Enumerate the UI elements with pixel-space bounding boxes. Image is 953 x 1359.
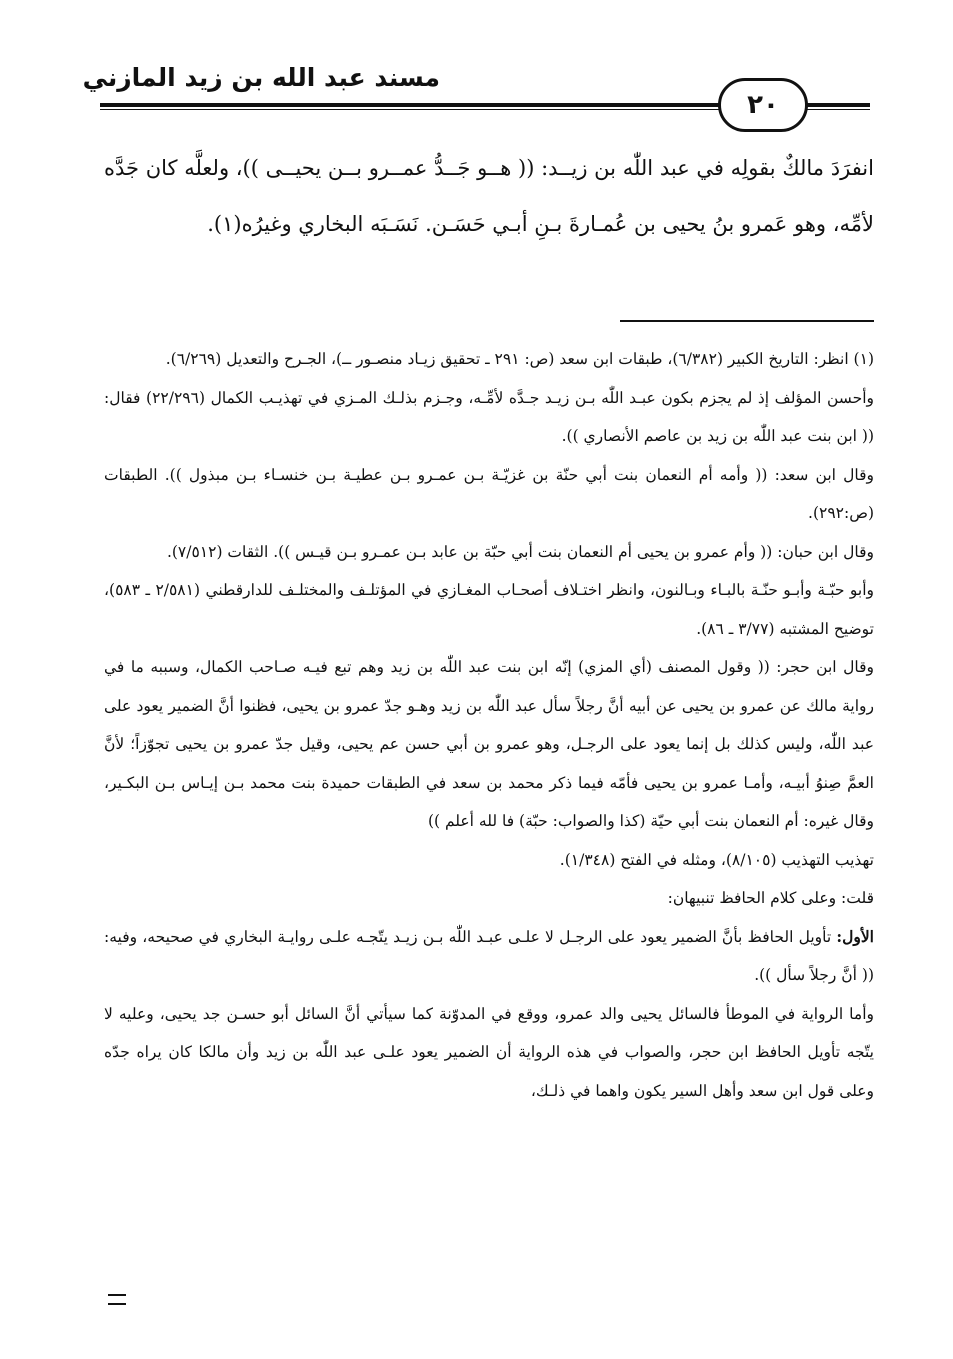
footnote-paragraph: وأبو حبّـة وأبـو حنّـة بالبـاء وبـالنون، وانظر اختـلاف أصحـاب المغـازي في المؤتلـف والمختلـف للدارقطني (٢/٥٨١ ـ ٥٨٣)، توضيح المشتبه (٣/٧٧ ـ ٨٦).	[104, 581, 874, 638]
first-note-label: الأول:	[836, 926, 874, 946]
page-number-badge: ٢٠	[718, 78, 808, 132]
header-rule-right	[800, 103, 870, 110]
footnote-1: (١) انظر: التاريخ الكبير (٦/٣٨٢)، طبقات ابن سعد (ص: ٢٩١ ـ تحقيق زيـاد منصـور ــ)، الجـرح والتعديل (٦/٢٦٩).	[165, 350, 874, 368]
footnote-paragraph: تهذيب التهذيب (٨/١٠٥)، ومثله في الفتح (١/٣٤٨).	[559, 850, 874, 869]
footnote-paragraph: قلت: وعلى كلام الحافظ تنبيهان:	[667, 889, 874, 907]
footnote-separator	[620, 320, 874, 322]
footnotes	[104, 340, 874, 1110]
first-note-text: تأويل الحافظ بأنَّ الضمير يعود على الرجـل لا علـى عبـد اللّٰه بـن زيـد يتّجـه علـى روايـة البخاري في صحيحه، وفيه: (( أنَّ رجلاً سأل )).	[104, 927, 874, 984]
main-paragraph: انفرَدَ مالكٌ بقولِه في عبد اللّٰه بن زيــد: (( هــو جَــدُّ عمــرو بــن يحيــى ))، ولعلَّه كان جَدَّه لأمِّه، وهو عَمرو بنُ يحيى بن عُمـارةَ بـنِ أبـي حَسَـن. نَسَـبَه البخاري وغيرُه(١).	[104, 156, 874, 236]
footnote-paragraph: وأما الرواية في الموطأ فالسائل يحيى والد عمرو، ووقع في المدوّنة كما سيأتي أنَّ السائل أبو حسـن جد يحيى، وعليه لا يتّجه تأويل الحافظ ابن حجر، والصواب في هذه الرواية أن الضمير يعود علـى عبد اللّٰه بن زيد وأن مالكا كان يراه جدّه وعلى قول ابن سعد وأهل السير يكون واهما في ذلـك،	[104, 1004, 874, 1100]
continuation-mark	[108, 1294, 126, 1305]
running-header-title: مسند عبد الله بن زيد المازني	[82, 63, 440, 92]
footnote-paragraph: وقال ابن سعد: (( وأمه أم النعمان بنت أبي حنّة بن غزيّـة بـن عمـرو بـن عطيـة بـن خنسـاء بـن مبذول )). الطبقات (ص:٢٩٢).	[104, 465, 874, 522]
header-rule	[100, 103, 722, 110]
footnote-paragraph-first-note	[104, 918, 874, 995]
footnote-paragraph: وقال ابن حبان: (( وأم عمرو بن يحيى أم النعمان بنت أبي حبّة بن عابد بـن عمـرو بـن قيـس )). الثقات (٧/٥١٢).	[166, 542, 874, 561]
footnote-paragraph: وأحسن المؤلف إذ لم يجزم بكون عبـد اللّٰه بـن زيـد جـدَّه لأمِّـه، وجـزم بذلـك المـزي في تهذيـب الكمال (٢٢/٢٩٦) فقال: (( ابن بنت عبد اللّٰه بن زيد بن عاصم الأنصاري )).	[104, 388, 874, 445]
main-text	[104, 140, 874, 252]
footnote-paragraph: وقال ابن حجر: (( وقول المصنف (أي المزي) إنّه ابن بنت عبد اللّٰه بن زيد وهم تبع فيـه صـاحب الكمال، وسببه ما في رواية مالك عن عمرو بن يحيى عن أبيه أنَّ رجلاً سأل عبد اللّٰه بن زيد وهـو جدّ عمرو بن يحيى، فظنوا أنَّ الضمير يعود على عبد اللّٰه، وليس كذلك بل إنما يعود على الرجـل، وهو عمرو بن أبي حسن عم يحيى، وقيل جدّ عمرو بن يحيى تجوّزاً؛ لأنَّ العمَّ صِنوُ أبيـه، وأمـا عمرو بن يحيى فأمّه فيما ذكر محمد بن سعد في الطبقات حميدة بنت محمد بـن إيـاس بـن البكـير، وقال غيره: أم النعمان بنت أبي حيّة (كذا والصواب: حبّة) فا لله أعلم ))	[104, 658, 874, 830]
